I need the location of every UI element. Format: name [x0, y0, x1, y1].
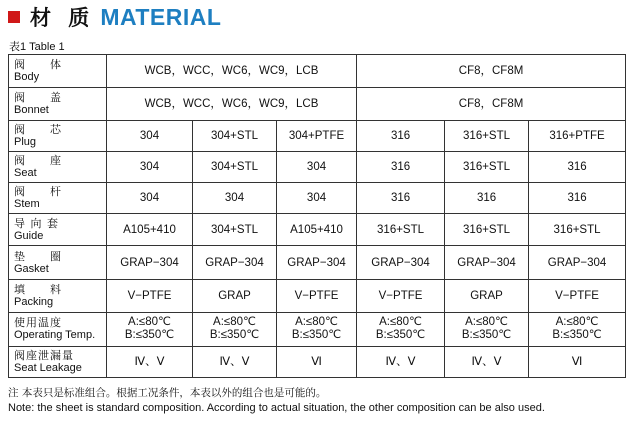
row-label-chinese: 阀座泄漏量 — [14, 348, 74, 362]
row-label-english: Seat — [14, 167, 37, 180]
table-cell: 304+STL — [193, 214, 277, 246]
note-english: Note: the sheet is standard composition. According to actual situation, the other composition can be also used. — [8, 402, 545, 414]
row-label-chinese: 阀 体 — [14, 58, 62, 72]
merged-cell-right: CF8，CF8M — [357, 55, 626, 88]
merged-cell-right: CF8，CF8M — [357, 88, 626, 121]
table-row — [9, 121, 626, 152]
table-cell: 316+STL — [445, 121, 529, 152]
table-cell: 304 — [277, 183, 357, 214]
table-row — [9, 152, 626, 183]
merged-cell-left: WCB，WCC，WC6，WC9，LCB — [107, 88, 357, 121]
table-cell: 316 — [357, 183, 445, 214]
table-cell: A105+410 — [107, 214, 193, 246]
table-cell: Ⅵ — [529, 346, 626, 377]
table-cell: 304+PTFE — [277, 121, 357, 152]
row-label-chinese: 阀 盖 — [14, 91, 62, 105]
temp-line1: A:≤80℃ — [555, 316, 599, 329]
row-label-chinese: 填 料 — [14, 282, 62, 296]
temp-line1: A:≤80℃ — [295, 316, 338, 329]
table-cell: 316 — [357, 121, 445, 152]
row-label — [9, 121, 107, 152]
row-label — [9, 279, 107, 312]
temp-line1: A:≤80℃ — [213, 316, 256, 329]
row-label-english: Stem — [14, 198, 40, 211]
table-cell: GRAP−304 — [529, 246, 626, 279]
row-label-chinese: 阀 杆 — [14, 185, 62, 199]
table-row — [9, 246, 626, 279]
section-heading — [8, 2, 221, 32]
note-chinese: 注 本表只是标准组合。根据工况条件，本表以外的组合也是可能的。 — [8, 387, 327, 399]
table-cell — [277, 312, 357, 346]
table-cell: 304 — [107, 183, 193, 214]
temp-line2: B:≤350℃ — [209, 329, 260, 342]
table-row — [9, 214, 626, 246]
table-cell: GRAP — [193, 279, 277, 312]
table-cell: V−PTFE — [107, 279, 193, 312]
title-chinese: 材 质 — [30, 6, 95, 30]
row-label — [9, 346, 107, 377]
row-label-english: Plug — [14, 136, 37, 149]
table-cell: V−PTFE — [357, 279, 445, 312]
table-cell — [107, 312, 193, 346]
table-cell: Ⅵ — [277, 346, 357, 377]
title-english: MATERIAL — [100, 3, 222, 30]
table-cell: 316 — [357, 152, 445, 183]
table-cell: 304 — [277, 152, 357, 183]
row-label-english: Guide — [14, 229, 44, 242]
table-cell: Ⅳ、Ⅴ — [445, 346, 529, 377]
table-cell: 316 — [529, 152, 626, 183]
temp-line2: B:≤350℃ — [291, 329, 342, 342]
row-label-chinese: 导 向 套 — [14, 216, 59, 230]
table-cell: 316 — [445, 183, 529, 214]
table-cell: 304 — [107, 152, 193, 183]
row-label — [9, 183, 107, 214]
table-cell: 316+STL — [445, 152, 529, 183]
table-row — [9, 346, 626, 377]
table-cell: 304 — [107, 121, 193, 152]
temp-line1: A:≤80℃ — [379, 316, 422, 329]
row-label — [9, 55, 107, 88]
row-label-chinese: 垫 圈 — [14, 249, 62, 263]
table-cell: 304 — [193, 183, 277, 214]
row-label — [9, 88, 107, 121]
table-cell: 316+STL — [529, 214, 626, 246]
table-caption: 表1 Table 1 — [9, 41, 65, 53]
table-cell: V−PTFE — [277, 279, 357, 312]
material-table — [8, 54, 626, 378]
row-label — [9, 312, 107, 346]
row-label-chinese: 阀 座 — [14, 154, 62, 168]
table-cell: 316+STL — [357, 214, 445, 246]
table-row — [9, 279, 626, 312]
row-label-english: Operating Temp. — [14, 329, 96, 342]
temp-line2: B:≤350℃ — [375, 329, 426, 342]
row-label-english: Seat Leakage — [14, 361, 82, 374]
row-label-english: Body — [14, 71, 40, 84]
table-cell: V−PTFE — [529, 279, 626, 312]
table-cell: A105+410 — [277, 214, 357, 246]
row-label — [9, 152, 107, 183]
temp-line2: B:≤350℃ — [461, 329, 512, 342]
table-cell: GRAP−304 — [193, 246, 277, 279]
table-cell: 304+STL — [193, 121, 277, 152]
merged-cell-left: WCB，WCC，WC6，WC9，LCB — [107, 55, 357, 88]
row-label-chinese: 阀 芯 — [14, 123, 62, 137]
temp-line1: A:≤80℃ — [465, 316, 508, 329]
red-square-icon — [8, 11, 20, 23]
table-cell: 316+PTFE — [529, 121, 626, 152]
row-label-chinese: 使用温度 — [14, 316, 62, 330]
table-cell — [445, 312, 529, 346]
table-row — [9, 183, 626, 214]
table-row — [9, 88, 626, 121]
table-cell — [529, 312, 626, 346]
table-cell — [357, 312, 445, 346]
table-cell: Ⅳ、Ⅴ — [193, 346, 277, 377]
table-cell: GRAP−304 — [277, 246, 357, 279]
table-cell: GRAP — [445, 279, 529, 312]
table-cell: Ⅳ、Ⅴ — [357, 346, 445, 377]
table-row — [9, 55, 626, 88]
row-label — [9, 246, 107, 279]
temp-line2: B:≤350℃ — [552, 329, 602, 342]
table-cell: Ⅳ、Ⅴ — [107, 346, 193, 377]
table-cell: GRAP−304 — [357, 246, 445, 279]
row-label-english: Packing — [14, 295, 54, 308]
table-cell: 316 — [529, 183, 626, 214]
temp-line2: B:≤350℃ — [124, 329, 175, 342]
table-cell: 304+STL — [193, 152, 277, 183]
table-row — [9, 312, 626, 346]
table-cell: GRAP−304 — [107, 246, 193, 279]
row-label — [9, 214, 107, 246]
temp-line1: A:≤80℃ — [128, 316, 171, 329]
table-cell — [193, 312, 277, 346]
row-label-english: Bonnet — [14, 104, 49, 117]
row-label-english: Gasket — [14, 262, 49, 275]
table-cell: GRAP−304 — [445, 246, 529, 279]
table-cell: 316+STL — [445, 214, 529, 246]
